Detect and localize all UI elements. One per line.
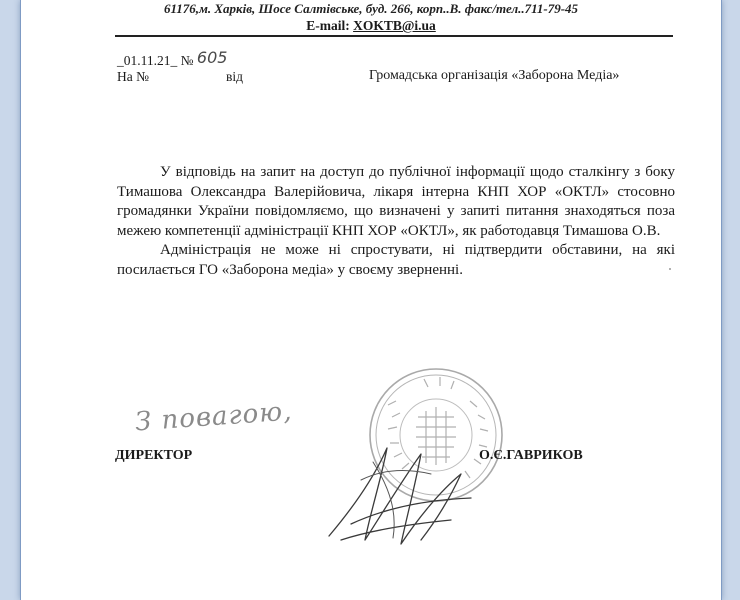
email-label: E-mail: <box>306 18 350 33</box>
body-paragraph-1: У відповідь на запит на доступ до публічної інформації щодо сталкінгу з боку Тимашова Олександра Валерійовича, лікаря інтерна КНП ХОР «ОКТЛ» стосовно громадянки України повідомляємо, що визначені у запиті питання знаходяться поза межею компетенції адміністрації КНП ХОР «ОКТЛ», як работодавця Тимашова О.В. <box>117 164 675 239</box>
scan-speck <box>669 268 671 270</box>
handwritten-signature <box>321 440 481 550</box>
letterhead-email <box>21 18 721 34</box>
letterhead-address: 61176,м. Харків, Шосе Салтівське, буд. 266, корп..В. факс/тел..711-79-45 <box>163 1 579 16</box>
incoming-reference-label: На № <box>117 69 149 84</box>
reference-number-sign: № <box>180 53 194 68</box>
body-paragraph-2: Адміністрація не може ні спростувати, ні підтвердити обставини, на які посилається ГО «Заборона медіа» у своєму зверненні. <box>117 242 675 278</box>
letter-page <box>20 0 722 600</box>
reference-date: _01.11.21_ <box>117 53 178 68</box>
incoming-reference-from-label: від <box>226 69 243 84</box>
email-address-link[interactable]: XOKTB@i.ua <box>353 18 436 33</box>
signatory-position: ДИРЕКТОР <box>115 448 193 463</box>
letterhead-divider <box>115 35 673 37</box>
signatory-name: О.Є.ГАВРИКОВ <box>479 448 583 463</box>
letter-body <box>117 163 675 280</box>
recipient: Громадська організація «Заборона Медіа» <box>369 68 620 83</box>
reference-number-handwritten: 605 <box>196 48 228 67</box>
outgoing-reference <box>117 50 227 69</box>
handwritten-closing: З повагою, <box>134 396 294 438</box>
